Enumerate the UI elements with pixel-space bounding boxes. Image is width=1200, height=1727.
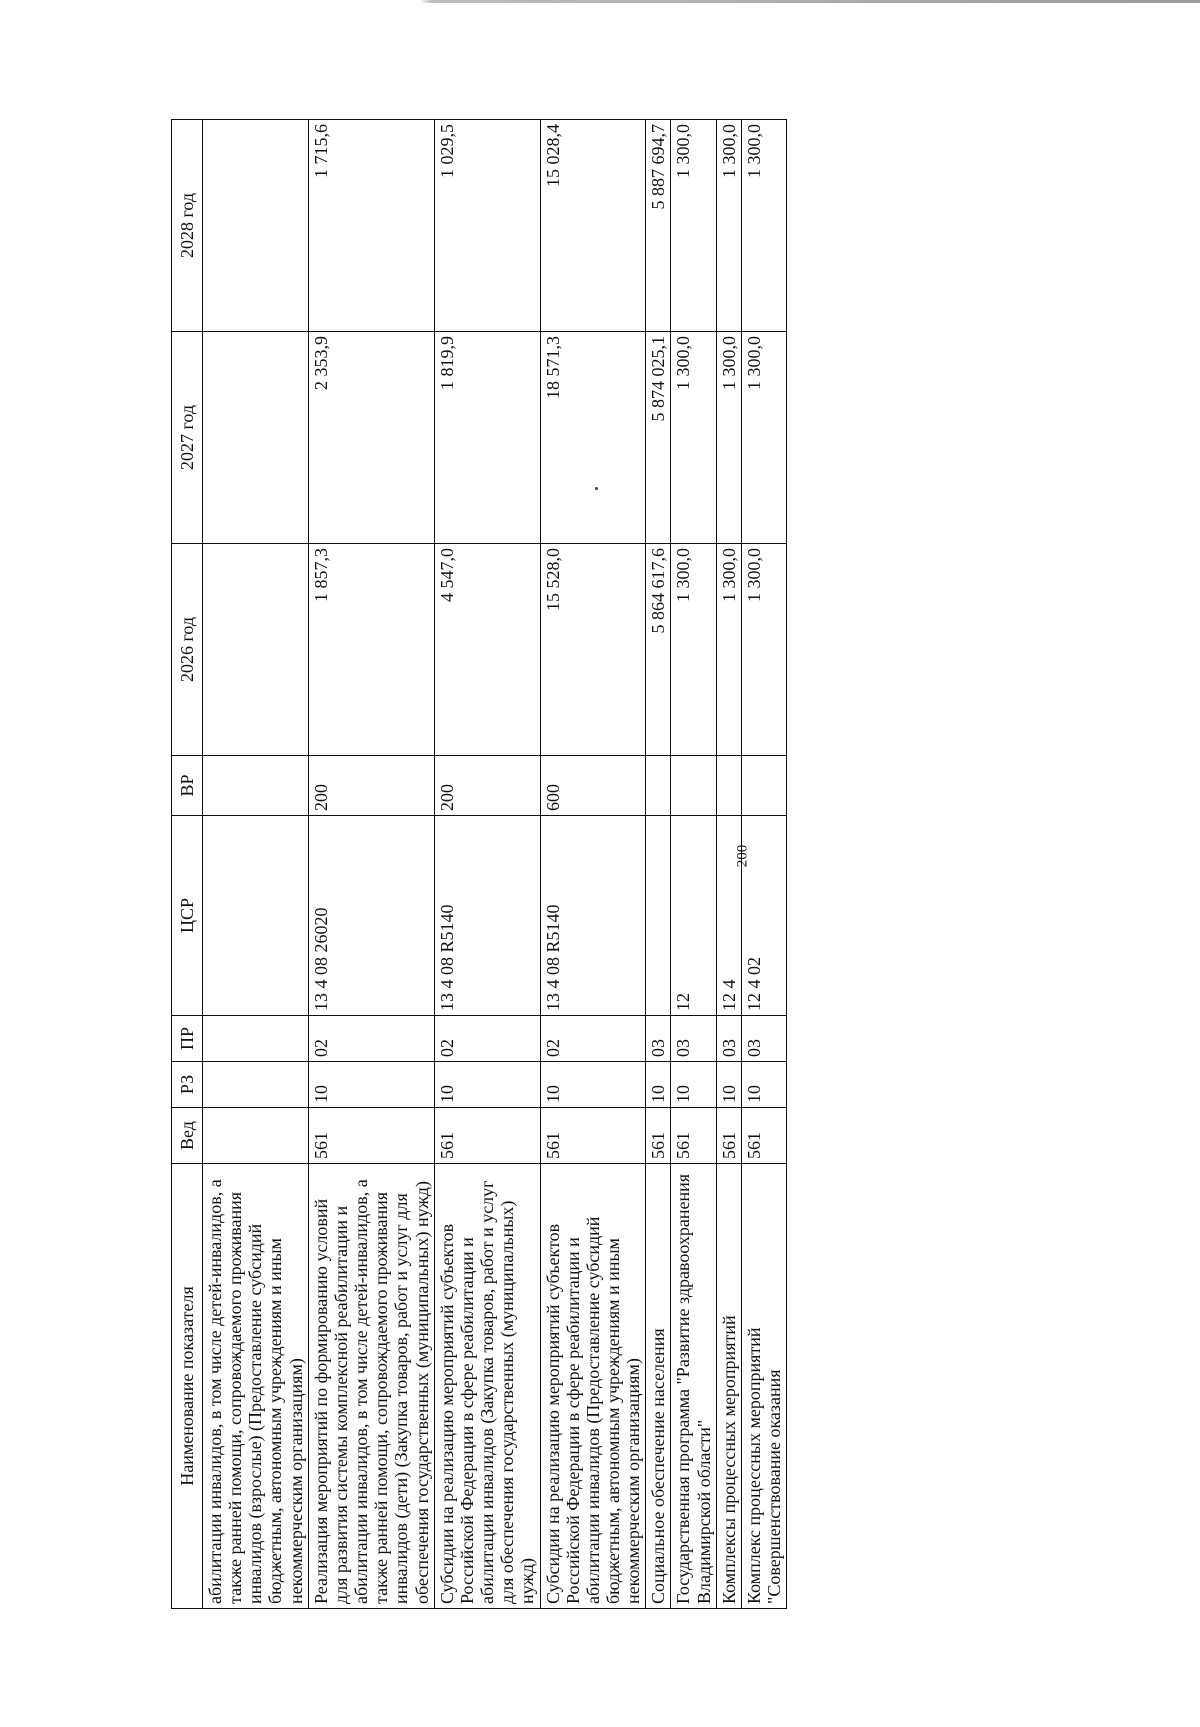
- cell-2027: [203, 332, 309, 544]
- cell-pr: 02: [308, 1016, 434, 1062]
- cell-pr: 03: [741, 1016, 786, 1062]
- cell-vr: 600: [540, 756, 646, 816]
- cell-csr: 13 4 08 R5140: [434, 816, 540, 1016]
- cell-rz: 10: [434, 1062, 540, 1108]
- cell-2028: 1 300,0: [716, 120, 741, 332]
- table-row: [646, 120, 671, 1609]
- cell-2026: 1 300,0: [671, 544, 716, 756]
- cell-rz: 10: [646, 1062, 671, 1108]
- cell-name: Государственная программа "Развитие здравоохранения Владимирской области": [671, 1164, 716, 1609]
- table-header-row: [172, 120, 203, 1609]
- header-2027: 2027 год: [172, 332, 203, 544]
- cell-vr: [671, 756, 716, 816]
- header-2026: 2026 год: [172, 544, 203, 756]
- cell-rz: 10: [308, 1062, 434, 1108]
- table-row: [716, 120, 741, 1609]
- table-row: [741, 120, 786, 1609]
- cell-ved: [203, 1108, 309, 1164]
- cell-ved: 561: [716, 1108, 741, 1164]
- cell-pr: 02: [540, 1016, 646, 1062]
- cell-2027: 1 300,0: [671, 332, 716, 544]
- cell-pr: 02: [434, 1016, 540, 1062]
- header-ved: Вед: [172, 1108, 203, 1164]
- cell-rz: 10: [741, 1062, 786, 1108]
- cell-vr: [716, 756, 741, 816]
- cell-ved: 561: [646, 1108, 671, 1164]
- cell-2028: 1 300,0: [741, 120, 786, 332]
- scan-edge: [0, 0, 1200, 3]
- cell-2027: 5 874 025,1: [646, 332, 671, 544]
- page-number: 200: [734, 844, 751, 868]
- cell-2028: 1 715,6: [308, 120, 434, 332]
- table-row: [434, 120, 540, 1609]
- cell-2027: 1 300,0: [741, 332, 786, 544]
- cell-2026: 1 300,0: [716, 544, 741, 756]
- cell-rz: 10: [671, 1062, 716, 1108]
- budget-table: [171, 119, 787, 1609]
- table-row: [540, 120, 646, 1609]
- cell-vr: [741, 756, 786, 816]
- cell-csr: [203, 816, 309, 1016]
- cell-2027: 2 353,9: [308, 332, 434, 544]
- cell-ved: 561: [434, 1108, 540, 1164]
- header-vr: ВР: [172, 756, 203, 816]
- cell-name: Социальное обеспечение населения: [646, 1164, 671, 1609]
- cell-rz: 10: [716, 1062, 741, 1108]
- cell-ved: 561: [540, 1108, 646, 1164]
- header-2028: 2028 год: [172, 120, 203, 332]
- header-pr: ПР: [172, 1016, 203, 1062]
- cell-vr: [203, 756, 309, 816]
- cell-2027: 1 819,9: [434, 332, 540, 544]
- cell-csr: [646, 816, 671, 1016]
- cell-pr: 03: [671, 1016, 716, 1062]
- cell-2026: 5 864 617,6: [646, 544, 671, 756]
- cell-name: Комплекс процессных мероприятий "Совершенствование оказания: [741, 1164, 786, 1609]
- cell-vr: 200: [308, 756, 434, 816]
- cell-2026: 15 528,0: [540, 544, 646, 756]
- cell-2026: [203, 544, 309, 756]
- cell-name: Реализация мероприятий по формированию условий для развития системы комплексной реабилитации и абилитации инвалидов, в том числе детей-инвалидов, а также ранней помощи, сопровождаемого проживания инвалидов (дети) (Закупка товаров, работ и услуг для обеспечения государственных (муниципальных) нужд): [308, 1164, 434, 1609]
- cell-name: Субсидии на реализацию мероприятий субъектов Российской Федерации в сфере реабилитации и абилитации инвалидов (Предоставление субсидий бюджетным, автономным учреждениям и иным некоммерческим организациям): [540, 1164, 646, 1609]
- cell-2028: 15 028,4: [540, 120, 646, 332]
- cell-2028: [203, 120, 309, 332]
- rotated-page-content: [171, 20, 1112, 1609]
- table-row: [308, 120, 434, 1609]
- cell-2027: 18 571,3: [540, 332, 646, 544]
- cell-name: абилитации инвалидов, в том числе детей-инвалидов, а также ранней помощи, сопровождаемого проживания инвалидов (взрослые) (Предоставление субсидий бюджетным, автономным учреждениям и иным некоммерческим организациям): [203, 1164, 309, 1609]
- header-name: Наименование показателя: [172, 1164, 203, 1609]
- table-row: [671, 120, 716, 1609]
- cell-csr: 12: [671, 816, 716, 1016]
- cell-csr: 12 4: [716, 816, 741, 1016]
- cell-name: Субсидии на реализацию мероприятий субъектов Российской Федерации в сфере реабилитации и абилитации инвалидов (Закупка товаров, работ и услуг для обеспечения государственных (муниципальных) нужд): [434, 1164, 540, 1609]
- cell-ved: 561: [671, 1108, 716, 1164]
- cell-pr: 03: [716, 1016, 741, 1062]
- table-row: [203, 120, 309, 1609]
- cell-2026: 1 300,0: [741, 544, 786, 756]
- header-rz: РЗ: [172, 1062, 203, 1108]
- cell-ved: 561: [308, 1108, 434, 1164]
- cell-2028: 1 029,5: [434, 120, 540, 332]
- cell-vr: [646, 756, 671, 816]
- cell-csr: 13 4 08 R5140: [540, 816, 646, 1016]
- cell-csr: 12 4 02: [741, 816, 786, 1016]
- cell-rz: [203, 1062, 309, 1108]
- cell-pr: 03: [646, 1016, 671, 1062]
- cell-ved: 561: [741, 1108, 786, 1164]
- cell-csr: 13 4 08 26020: [308, 816, 434, 1016]
- cell-vr: 200: [434, 756, 540, 816]
- cell-name: Комплексы процессных мероприятий: [716, 1164, 741, 1609]
- header-csr: ЦСР: [172, 816, 203, 1016]
- cell-2026: 4 547,0: [434, 544, 540, 756]
- cell-2028: 1 300,0: [671, 120, 716, 332]
- cell-2027: 1 300,0: [716, 332, 741, 544]
- cell-2026: 1 857,3: [308, 544, 434, 756]
- cell-rz: 10: [540, 1062, 646, 1108]
- cell-2028: 5 887 694,7: [646, 120, 671, 332]
- cell-pr: [203, 1016, 309, 1062]
